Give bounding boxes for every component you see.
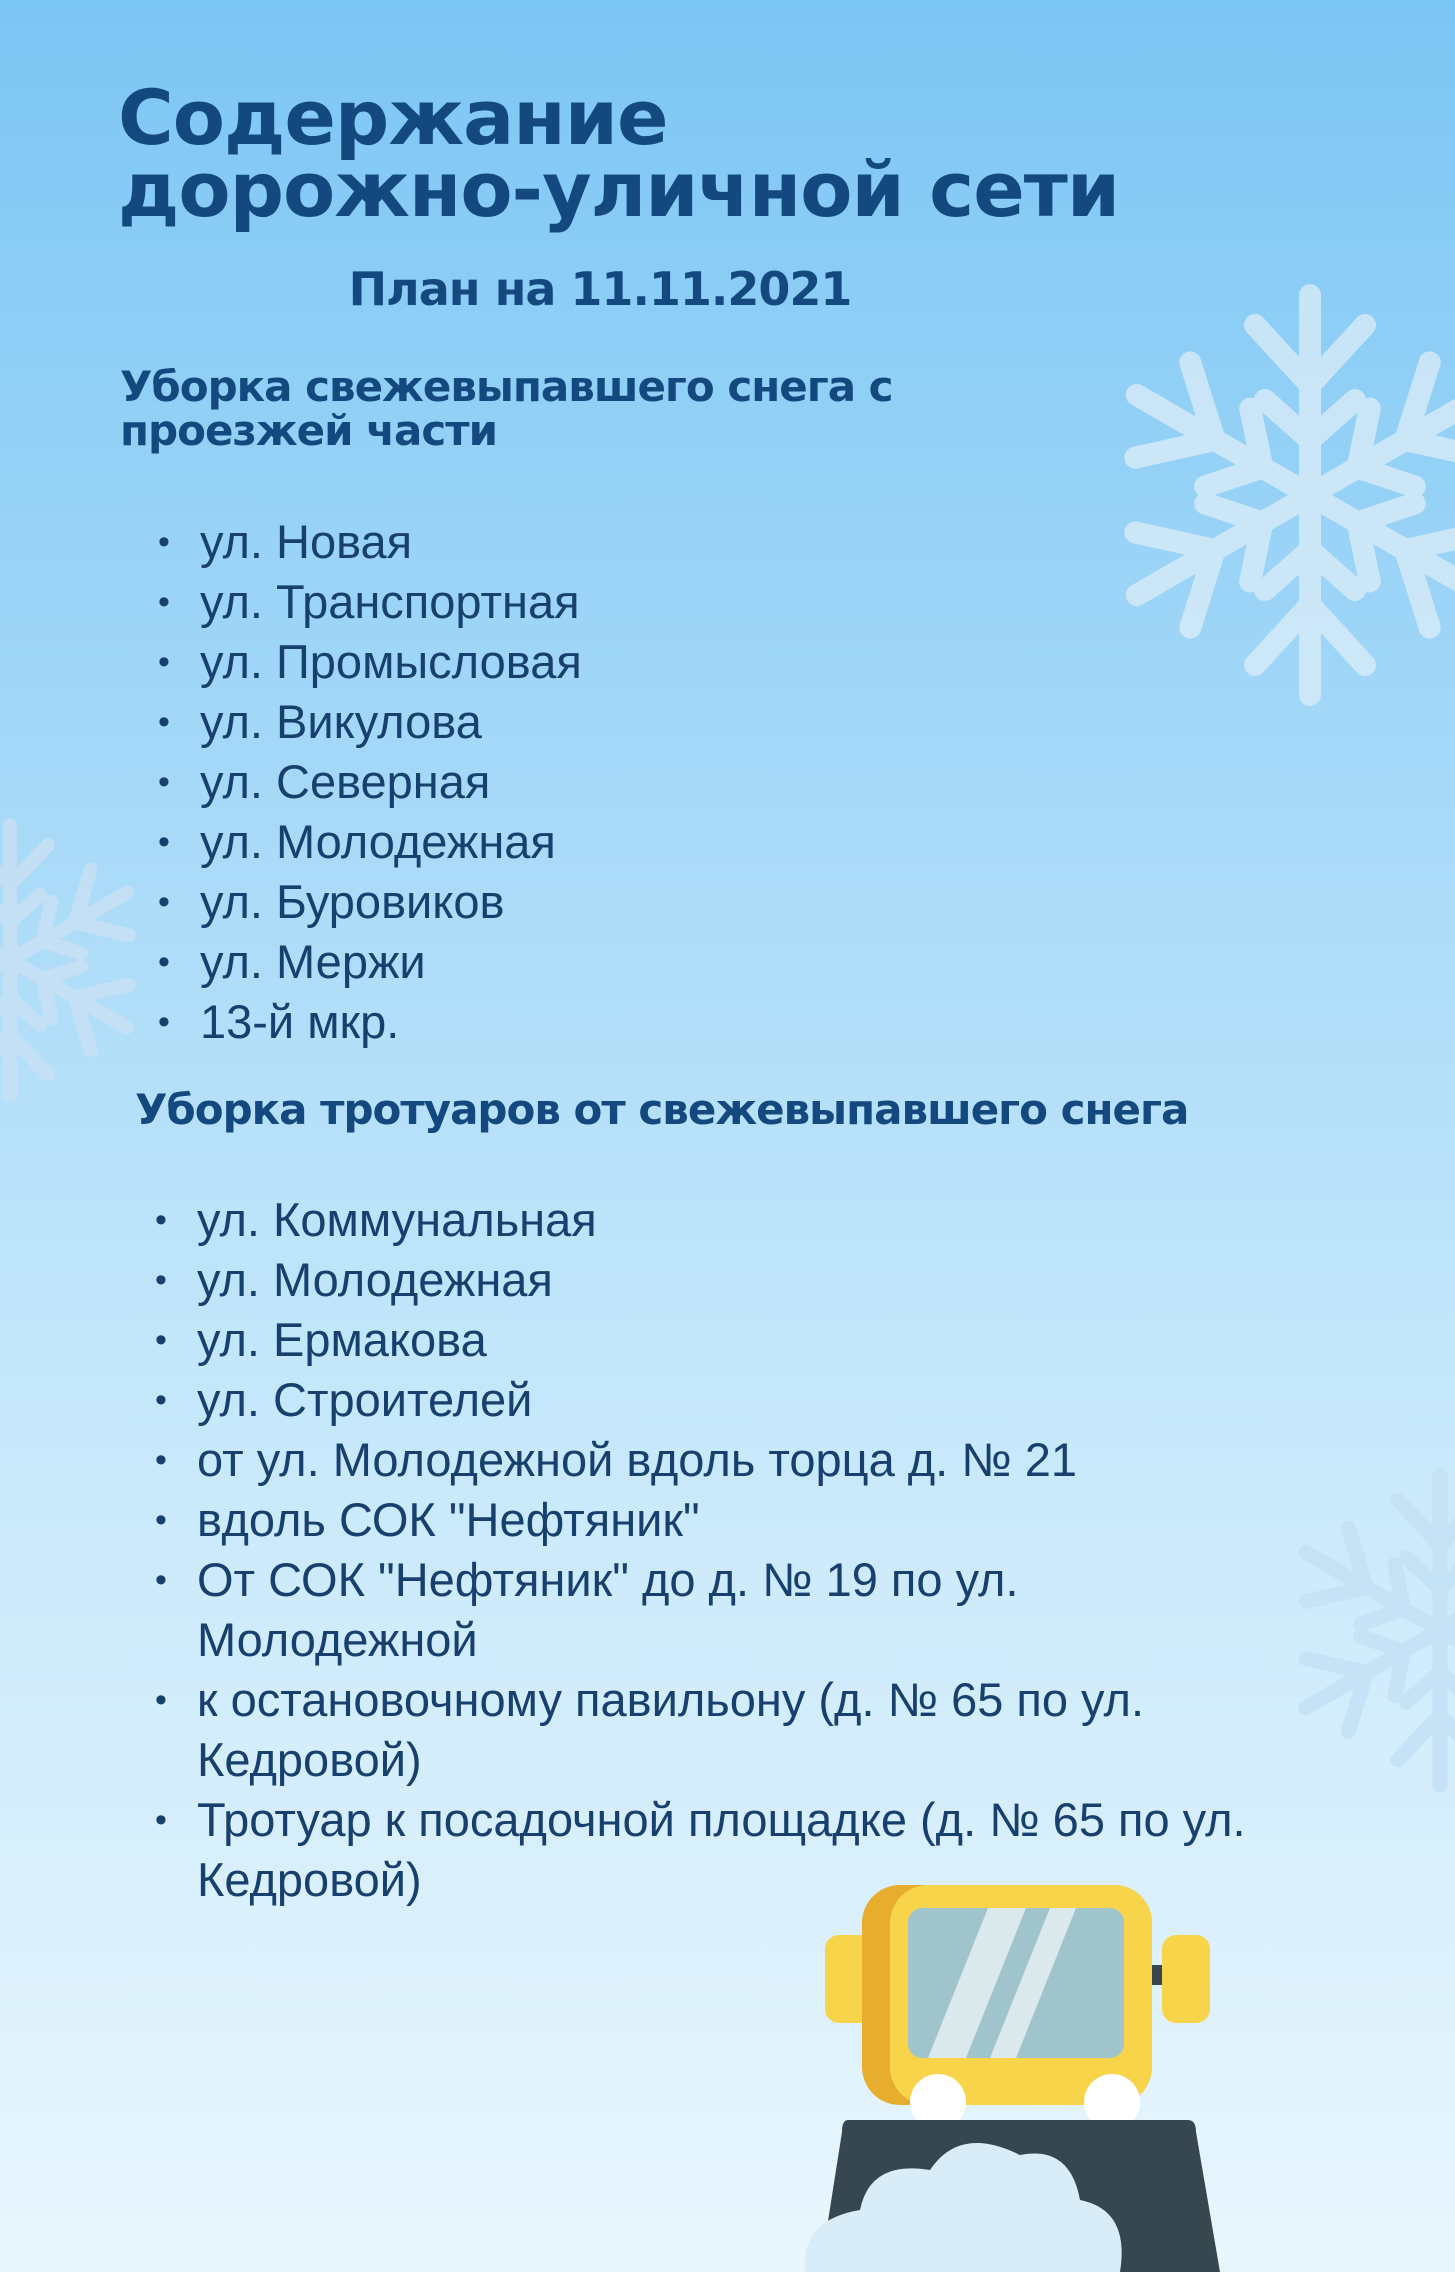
list-item: • ул. Коммунальная [155,1190,1305,1250]
snowflake-icon [1080,265,1455,725]
list-item: • от ул. Молодежной вдоль торца д. № 21 [155,1430,1305,1490]
list-item: • ул. Промысловая [158,632,582,692]
list-item: • ул. Буровиков [158,872,582,932]
list-item: • ул. Транспортная [158,572,582,632]
list-item: • ул. Молодежная [158,812,582,872]
page-title [118,73,1120,234]
list-item: • ул. Северная [158,752,582,812]
title-line-2: дорожно-уличной сети [118,145,1120,234]
title-line-1: Содержание [118,73,668,162]
list-item: • ул. Викулова [158,692,582,752]
list-item: • Тротуар к посадочной площадке (д. № 65 по ул. Кедровой) [155,1790,1317,1910]
list-item: • ул. Новая [158,512,582,572]
list-item: • ул. Мержи [158,932,582,992]
snowflake-icon [0,810,160,1110]
plan-date: План на 11.11.2021 [348,262,852,316]
sidewalk-street-list [155,1190,1305,1910]
list-item: • вдоль СОК "Нефтяник" [155,1490,1305,1550]
list-item: • ул. Молодежная [155,1250,1305,1310]
list-item: • к остановочному павильону (д. № 65 по ул. Кедровой) [155,1670,1347,1790]
list-item: • От СОК "Нефтяник" до д. № 19 по ул. Молодежной [155,1550,1177,1670]
road-section-heading: Уборка свежевыпавшего снега с проезжей части [120,362,893,455]
list-item: • 13-й мкр. [158,992,582,1052]
list-item: • ул. Ермакова [155,1310,1305,1370]
list-item: • ул. Строителей [155,1370,1305,1430]
sidewalk-section-heading: Уборка тротуаров от свежевыпавшего снега [135,1085,1189,1134]
snowplow-truck-icon [800,1870,1240,2272]
road-street-list [158,512,582,1052]
